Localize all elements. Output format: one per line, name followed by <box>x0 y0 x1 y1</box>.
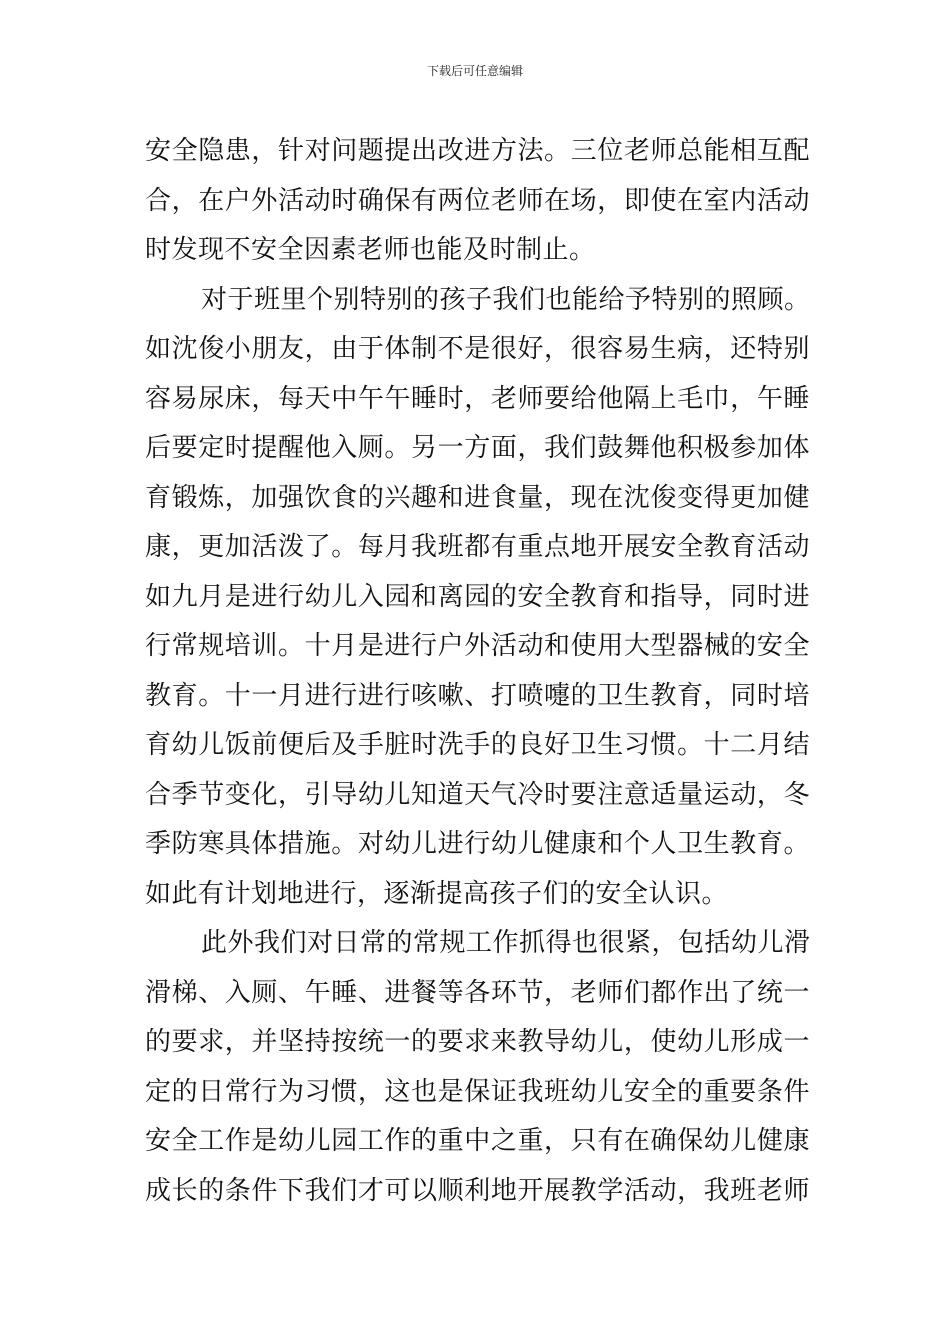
text-line: 时发现不安全因素老师也能及时制止。 <box>145 235 596 265</box>
text-line: 如九月是进行幼儿入园和离园的安全教育和指导，同时进 <box>145 581 810 612</box>
text-line: 的要求，并坚持按统一的要求来教导幼儿，使幼儿形成一 <box>145 1027 810 1057</box>
text-line: 合，在户外活动时确保有两位老师在场，即使在室内活动 <box>145 185 810 216</box>
text-line: 季防寒具体措施。对幼儿进行幼儿健康和个人卫生教育。 <box>145 829 810 859</box>
paragraph-first-line: 此外我们对日常的常规工作抓得也很紧，包括幼儿滑 <box>201 928 811 958</box>
text-line: 成长的条件下我们才可以顺利地开展教学活动，我班老师 <box>145 1175 810 1206</box>
text-line: 康，更加活泼了。每月我班都有重点地开展安全教育活动 <box>145 532 810 562</box>
paragraph-first-line: 对于班里个别特别的孩子我们也能给予特别的照顾。 <box>201 284 811 315</box>
text-line: 合季节变化，引导幼儿知道天气冷时要注意适量运动，冬 <box>145 779 810 810</box>
text-line: 如沈俊小朋友，由于体制不是很好，很容易生病，还特别 <box>145 334 810 364</box>
document-body <box>145 127 810 1216</box>
text-line: 如此有计划地进行，逐渐提高孩子们的安全认识。 <box>145 878 729 909</box>
text-line: 行常规培训。十月是进行户外活动和使用大型器械的安全 <box>145 631 810 661</box>
text-line: 安全隐患，针对问题提出改进方法。三位老师总能相互配 <box>145 136 810 166</box>
page-header: 下载后可任意编辑 <box>426 64 523 78</box>
text-line: 安全工作是幼儿园工作的重中之重，只有在确保幼儿健康 <box>145 1126 810 1156</box>
text-line: 育锻炼，加强饮食的兴趣和进食量，现在沈俊变得更加健 <box>145 482 810 513</box>
text-line: 定的日常行为习惯，这也是保证我班幼儿安全的重要条件 <box>145 1076 810 1107</box>
text-line: 育幼儿饭前便后及手脏时洗手的良好卫生习惯。十二月结 <box>145 730 810 760</box>
text-line: 后要定时提醒他入厕。另一方面，我们鼓舞他积极参加体 <box>145 433 810 463</box>
text-line: 容易尿床，每天中午午睡时，老师要给他隔上毛巾，午睡 <box>145 383 810 414</box>
text-line: 教育。十一月进行进行咳嗽、打喷嚏的卫生教育，同时培 <box>145 680 810 711</box>
text-line: 滑梯、入厕、午睡、进餐等各环节，老师们都作出了统一 <box>145 977 810 1008</box>
